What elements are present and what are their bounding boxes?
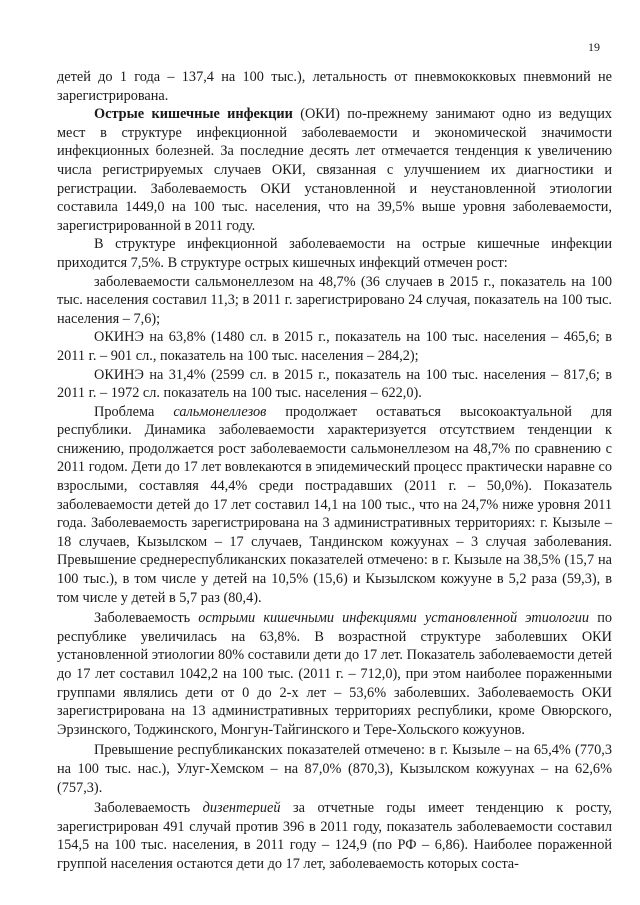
paragraph-oki-structure: В структуре инфекционной заболеваемости на острые кишечные инфекции приходится 7,5%. В структуре острых кишечных инфекций отмечен рост: xyxy=(57,236,612,271)
text-segment: Заболеваемость xyxy=(94,610,199,627)
text-segment: продолжает оставаться высокоактуальной для республики. Динамика заболеваемости характеризуется отсутствием тенденции к снижению, продолжается рост заболеваемости сальмонеллезом на 48,7% по сравнению с 2011 годом. Дети до 17 лет вовлекаются в эпидемический процесс практически наравне со взрослыми, составляя 44,4% среди пострадавших (2011 г. – 50,0%). Показатель заболеваемости детей до 17 лет составил 14,1 на 100 тыс., что на 24,7% ниже уровня 2011 года. Заболеваемость зарегистрирована на 3 административных территориях: г. Кызыле – 18 случаев, Кызылском – 17 случаев, Тандинском кожуунах – 3 случая заболевания. Превышение среднереспубликанских показателей отмечено: в г. Кызыле на 38,5% (15,7 на 100 тыс.), в том числе у детей на 10,5% (15,6) и Кызылском кожууне в 5,2 раза (59,3), в том числе у детей в 5,7 раз (80,4). xyxy=(57,403,612,606)
term-established-etiology: острыми кишечными инфекциями установленной этиологии xyxy=(198,610,590,627)
paragraph-oki-intro xyxy=(57,105,612,235)
term-acute-intestinal-infections: Острые кишечные инфекции xyxy=(94,106,293,123)
paragraph-dysentery xyxy=(57,799,612,873)
paragraph-oki-intro-text: (ОКИ) по-прежнему занимают одно из ведущих мест в структуре инфекционной заболеваемости и экономической значимости инфекционных болезней. За последние десять лет отмечается тенденция к увеличению числа регистрируемых случаев ОКИ, связанная с улучшением их диагностики и регистрации. Заболеваемость ОКИ установленной и неустановленной этиологии составила 1449,0 на 100 тыс. населения, что на 39,5% выше уровня заболеваемости, зарегистрированной в 2011 году. xyxy=(57,106,612,234)
paragraph-salmonellosis-problem xyxy=(57,403,612,608)
term-salmonellosis: сальмонеллезов xyxy=(173,403,267,420)
paragraph-okine-growth-1: ОКИНЭ на 63,8% (1480 сл. в 2015 г., показатель на 100 тыс. населения – 465,6; в 2011 г. – 901 сл., показатель на 100 тыс. населения – 284,2); xyxy=(57,329,612,364)
paragraph-republic-excess: Превышение республиканских показателей отмечено: в г. Кызыле – на 65,4% (770,3 на 100 тыс. нас.), Улуг-Хемском – на 87,0% (870,3), Кызылском кожуунах – на 62,6% (757,3). xyxy=(57,742,612,796)
text-segment: за отчетные годы имеет тенденцию к росту, зарегистрирован 491 случай против 396 в 2011 году, показатель заболеваемости составил 154,5 на 100 тыс. населения, в 2011 году – 124,9 (по РФ – 6,86). Наиболее пораженной группой населения остаются дети до 17 лет, заболеваемость которых состa- xyxy=(57,800,612,872)
page-number: 19 xyxy=(588,40,600,54)
body-text xyxy=(57,68,612,874)
paragraph-continuation: детей до 1 года – 137,4 на 100 тыс.), летальность от пневмококковых пневмоний не зарегистрирована. xyxy=(57,69,612,104)
paragraph-salmonellosis-growth: заболеваемости сальмонеллезом на 48,7% (36 случаев в 2015 г., показатель на 100 тыс. населения составил 11,3; в 2011 г. зарегистрировано 24 случая, показатель на 100 тыс. населения – 7,6); xyxy=(57,273,612,327)
paragraph-okine-growth-2: ОКИНЭ на 31,4% (2599 сл. в 2015 г., показатель на 100 тыс. населения – 817,6; в 2011 г. – 1972 сл. показатель на 100 тыс. населения – 622,0). xyxy=(57,366,612,402)
text-segment: по республике увеличилась на 63,8%. В возрастной структуре заболевших ОКИ установленной этиологии 80% составили дети до 17 лет. Показатель заболеваемости детей до 17 лет составил 1042,2 на 100 тыс. (2011 г. – 712,0), при этом наиболее пораженными группами являлись дети от 0 до 2-х лет – 53,6% заболевших. Заболеваемость ОКИ зарегистрирована на 13 административных территориях республики, кроме Овюрского, Эрзинского, Тоджинского, Монгун-Тайгинского и Тере-Хольского кожуунов. xyxy=(57,610,612,738)
text-segment: Заболеваемость xyxy=(94,800,203,817)
text-segment: Проблема xyxy=(94,403,174,420)
paragraph-established-etiology xyxy=(57,609,612,739)
term-dysentery: дизентерией xyxy=(202,800,281,817)
